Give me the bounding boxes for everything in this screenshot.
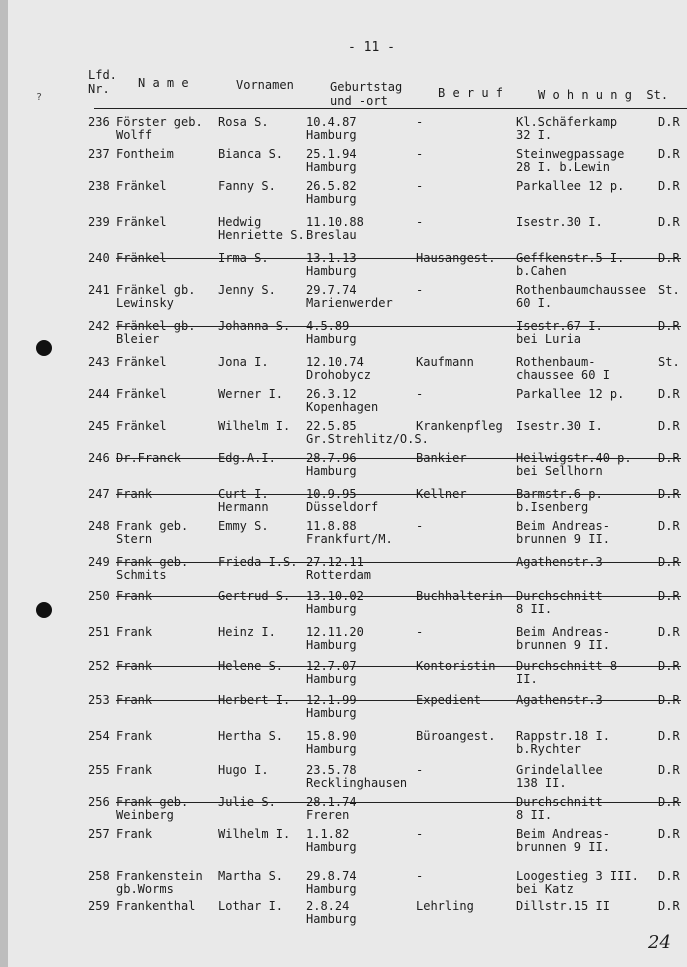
entry-surname: Frank: [116, 487, 153, 501]
entry-status: D.R: [658, 115, 680, 129]
entry-address: Dillstr.15 II: [516, 899, 610, 913]
entry-first-names: Johanna S.: [218, 319, 291, 333]
entry-occupation: Expedient: [416, 693, 482, 707]
entry-number: 247: [88, 487, 110, 501]
page-number: - 11 -: [348, 40, 395, 55]
entry-number: 245: [88, 419, 110, 433]
entry-surname: Frank geb. Stern: [116, 519, 189, 546]
entry-address: Parkallee 12 p.: [516, 387, 625, 401]
entry-birth: 12.10.74 Drohobycz: [306, 355, 372, 382]
table-row: [8, 590, 687, 628]
entry-surname: Fontheim: [116, 147, 174, 161]
strikethrough-line: [116, 326, 681, 327]
entry-status: D.R: [658, 659, 680, 673]
entry-occupation: -: [416, 115, 424, 129]
entry-status: D.R: [658, 869, 680, 883]
entry-surname: Frank geb. Weinberg: [116, 795, 189, 822]
entry-occupation: Kaufmann: [416, 355, 474, 369]
entry-status: D.R: [658, 555, 680, 569]
entry-status: D.R: [658, 215, 680, 229]
entry-number: 239: [88, 215, 110, 229]
strikethrough-line: [116, 700, 681, 701]
entry-status: D.R: [658, 625, 680, 639]
entry-first-names: Irma S.: [218, 251, 269, 265]
entry-status: D.R: [658, 827, 680, 841]
entry-number: 241: [88, 283, 110, 297]
entry-first-names: Curt I. Hermann: [218, 487, 269, 514]
entry-surname: Frank: [116, 827, 153, 841]
entry-status: D.R: [658, 795, 680, 809]
entry-birth: 27.12.11 Rotterdam: [306, 555, 372, 582]
entry-number: 258: [88, 869, 110, 883]
entry-address: Parkallee 12 p.: [516, 179, 625, 193]
margin-mark: ?: [36, 92, 43, 103]
entry-address: Agathenstr.3: [516, 693, 603, 707]
entry-first-names: Hertha S.: [218, 729, 284, 743]
entry-occupation: Kellner: [416, 487, 467, 501]
entry-address: Isestr.30 I.: [516, 215, 603, 229]
entry-occupation: -: [416, 555, 424, 569]
entry-birth: 22.5.85 Gr.Strehlitz/O.S.: [306, 419, 429, 446]
entry-status: D.R: [658, 179, 680, 193]
entry-status: D.R: [658, 899, 680, 913]
entry-birth: 12.1.99 Hamburg: [306, 693, 357, 720]
entry-occupation: Buchhalterin: [416, 589, 503, 603]
entry-surname: Frank geb. Schmits: [116, 555, 189, 582]
entry-surname: Dr.Franck: [116, 451, 182, 465]
entry-first-names: Martha S.: [218, 869, 284, 883]
entry-first-names: Hugo I.: [218, 763, 269, 777]
header-lfd-nr: Lfd. Nr.: [88, 68, 117, 96]
entry-number: 246: [88, 451, 110, 465]
entry-number: 250: [88, 589, 110, 603]
strikethrough-line: [116, 258, 681, 259]
entry-birth: 4.5.89 Hamburg: [306, 319, 357, 346]
entry-first-names: Hedwig Henriette S.: [218, 215, 305, 242]
entry-first-names: Werner I.: [218, 387, 284, 401]
entry-status: D.R: [658, 729, 680, 743]
entry-address: Durchschnitt 8 II.: [516, 795, 603, 822]
entry-first-names: Emmy S.: [218, 519, 269, 533]
entry-occupation: -: [416, 625, 424, 639]
entry-surname: Fränkel gb. Bleier: [116, 319, 196, 346]
punch-hole-top: [36, 340, 52, 356]
entry-occupation: -: [416, 215, 424, 229]
entry-occupation: Lehrling: [416, 899, 474, 913]
entry-birth: 13.1.13 Hamburg: [306, 251, 357, 278]
entry-occupation: Hausangest.: [416, 251, 496, 265]
entry-birth: 2.8.24 Hamburg: [306, 899, 357, 926]
entry-address: Grindelallee 138 II.: [516, 763, 603, 790]
entry-surname: Fränkel: [116, 419, 167, 433]
entry-occupation: Bankier: [416, 451, 467, 465]
entry-surname: Fränkel: [116, 179, 167, 193]
table-row: [8, 900, 687, 938]
entry-status: D.R: [658, 487, 680, 501]
table-row: [8, 284, 687, 322]
entry-number: 248: [88, 519, 110, 533]
entry-birth: 23.5.78 Recklinghausen: [306, 763, 408, 790]
entry-surname: Frank: [116, 589, 153, 603]
entry-occupation: -: [416, 519, 424, 533]
entry-surname: Fränkel gb. Lewinsky: [116, 283, 196, 310]
entry-birth: 26.5.82 Hamburg: [306, 179, 357, 206]
entry-birth: 29.7.74 Marienwerder: [306, 283, 393, 310]
table-row: [8, 694, 687, 732]
entry-status: D.R: [658, 589, 680, 603]
entry-address: Geffkenstr.5 I. b.Cahen: [516, 251, 625, 278]
entry-address: Isestr.67 I. bei Luria: [516, 319, 603, 346]
entry-occupation: -: [416, 147, 424, 161]
entry-number: 240: [88, 251, 110, 265]
strikethrough-line: [116, 494, 681, 495]
entry-birth: 15.8.90 Hamburg: [306, 729, 357, 756]
entry-number: 254: [88, 729, 110, 743]
strikethrough-line: [116, 458, 681, 459]
entry-first-names: Jona I.: [218, 355, 269, 369]
entry-address: Rappstr.18 I. b.Rychter: [516, 729, 610, 756]
entry-birth: 11.8.88 Frankfurt/M.: [306, 519, 393, 546]
entry-first-names: Lothar I.: [218, 899, 284, 913]
table-row: [8, 180, 687, 218]
entry-occupation: -: [416, 387, 424, 401]
entry-first-names: Jenny S.: [218, 283, 276, 297]
entry-surname: Fränkel: [116, 251, 167, 265]
strikethrough-line: [116, 596, 681, 597]
entry-number: 236: [88, 115, 110, 129]
entry-status: D.R: [658, 251, 680, 265]
entry-first-names: Heinz I.: [218, 625, 276, 639]
entry-occupation: -: [416, 763, 424, 777]
entry-birth: 12.7.07 Hamburg: [306, 659, 357, 686]
entry-address: Beim Andreas- brunnen 9 II.: [516, 625, 610, 652]
entry-surname: Frank: [116, 763, 153, 777]
entry-first-names: Fanny S.: [218, 179, 276, 193]
entry-occupation: -: [416, 827, 424, 841]
entry-occupation: -: [416, 869, 424, 883]
entry-status: D.R: [658, 451, 680, 465]
entry-first-names: Rosa S.: [218, 115, 269, 129]
entry-address: Steinwegpassage 28 I. b.Lewin: [516, 147, 625, 174]
table-row: [8, 452, 687, 490]
entry-first-names: Edg.A.I.: [218, 451, 276, 465]
punch-hole-bottom: [36, 602, 52, 618]
strikethrough-line: [116, 666, 681, 667]
entry-surname: Frankenthal: [116, 899, 196, 913]
header-vornamen: Vornamen: [236, 78, 294, 92]
entry-occupation: Krankenpfleg: [416, 419, 503, 433]
entry-number: 251: [88, 625, 110, 639]
entry-occupation: -: [416, 795, 424, 809]
entry-address: Isestr.30 I.: [516, 419, 603, 433]
entry-address: Beim Andreas- brunnen 9 II.: [516, 827, 610, 854]
entry-status: D.R: [658, 147, 680, 161]
table-row: [8, 828, 687, 866]
entry-surname: Frank: [116, 693, 153, 707]
header-wohnung: W o h n u n g St.: [538, 88, 669, 102]
entry-occupation: Kontoristin: [416, 659, 496, 673]
strikethrough-line: [116, 802, 681, 803]
entry-number: 252: [88, 659, 110, 673]
entry-first-names: Wilhelm I.: [218, 827, 291, 841]
header-beruf: B e r u f: [438, 86, 504, 100]
entry-birth: 10.9.95 Düsseldorf: [306, 487, 379, 514]
entry-surname: Frankenstein gb.Worms: [116, 869, 203, 896]
entry-address: Rothenbaum- chaussee 60 I: [516, 355, 610, 382]
entry-occupation: -: [416, 319, 424, 333]
entry-birth: 25.1.94 Hamburg: [306, 147, 357, 174]
entry-number: 259: [88, 899, 110, 913]
entry-surname: Fränkel: [116, 215, 167, 229]
entry-occupation: -: [416, 283, 424, 297]
entry-address: Rothenbaumchaussee 60 I.: [516, 283, 647, 310]
entry-status: St.: [658, 355, 680, 369]
entry-address: Durchschnitt 8 II.: [516, 659, 618, 686]
entry-surname: Fränkel: [116, 387, 167, 401]
entry-status: D.R: [658, 387, 680, 401]
entry-number: 256: [88, 795, 110, 809]
entry-address: Agathenstr.3: [516, 555, 603, 569]
entry-status: D.R: [658, 763, 680, 777]
entry-birth: 28.7.96 Hamburg: [306, 451, 357, 478]
entry-number: 255: [88, 763, 110, 777]
entry-address: Durchschnitt 8 II.: [516, 589, 603, 616]
entry-occupation: -: [416, 179, 424, 193]
strikethrough-line: [116, 562, 681, 563]
entry-status: St.: [658, 283, 680, 297]
entry-surname: Fränkel: [116, 355, 167, 369]
entry-number: 238: [88, 179, 110, 193]
entry-first-names: Julie S.: [218, 795, 276, 809]
entry-birth: 1.1.82 Hamburg: [306, 827, 357, 854]
table-row: [8, 216, 687, 254]
entry-number: 243: [88, 355, 110, 369]
entry-birth: 12.11.20 Hamburg: [306, 625, 364, 652]
entry-first-names: Herbert I.: [218, 693, 291, 707]
entry-number: 242: [88, 319, 110, 333]
entry-surname: Frank: [116, 625, 153, 639]
entry-number: 249: [88, 555, 110, 569]
entry-address: Beim Andreas- brunnen 9 II.: [516, 519, 610, 546]
entry-number: 253: [88, 693, 110, 707]
entry-first-names: Bianca S.: [218, 147, 284, 161]
table-row: [8, 520, 687, 558]
entry-status: D.R: [658, 419, 680, 433]
entry-birth: 13.10.02 Hamburg: [306, 589, 364, 616]
entry-first-names: Gertrud S.: [218, 589, 291, 603]
entry-number: 237: [88, 147, 110, 161]
entry-address: Barmstr.6 p. b.Isenberg: [516, 487, 603, 514]
entry-status: D.R: [658, 319, 680, 333]
entry-birth: 29.8.74 Hamburg: [306, 869, 357, 896]
entry-first-names: Frieda I.S.: [218, 555, 298, 569]
entry-birth: 10.4.87 Hamburg: [306, 115, 357, 142]
entry-status: D.R: [658, 693, 680, 707]
entry-address: Loogestieg 3 III. bei Katz: [516, 869, 639, 896]
entry-number: 244: [88, 387, 110, 401]
entry-birth: 11.10.88 Breslau: [306, 215, 364, 242]
entry-number: 257: [88, 827, 110, 841]
entry-first-names: Helene S.: [218, 659, 284, 673]
entry-status: D.R: [658, 519, 680, 533]
header-rule: [94, 108, 687, 109]
entry-first-names: Wilhelm I.: [218, 419, 291, 433]
header-name: N a m e: [138, 76, 189, 90]
entry-address: Kl.Schäferkamp 32 I.: [516, 115, 618, 142]
entry-birth: 28.1.74 Freren: [306, 795, 357, 822]
entry-address: Heilwigstr.40 p. bei Sellhorn: [516, 451, 632, 478]
entry-birth: 26.3.12 Kopenhagen: [306, 387, 379, 414]
entry-surname: Frank: [116, 729, 153, 743]
entry-surname: Förster geb. Wolff: [116, 115, 203, 142]
header-geburtstag: Geburtstag und -ort: [330, 80, 403, 108]
entry-surname: Frank: [116, 659, 153, 673]
entry-occupation: Büroangest.: [416, 729, 496, 743]
table-row: [8, 320, 687, 358]
corner-number: 24: [648, 932, 671, 953]
